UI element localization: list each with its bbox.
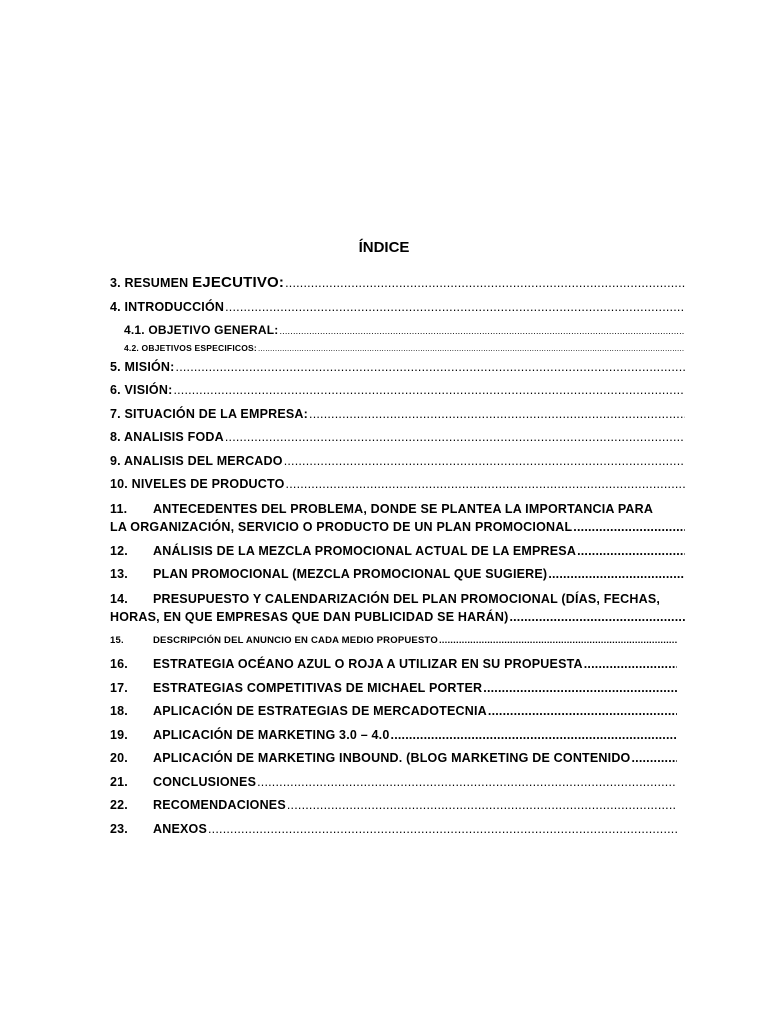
dot-leader bbox=[285, 275, 685, 291]
toc-entry-number: 19. bbox=[110, 727, 128, 742]
toc-entry-number: 13. bbox=[110, 567, 128, 581]
dot-leader bbox=[284, 453, 685, 469]
toc-entry-4-2 bbox=[110, 340, 685, 359]
page-title: ÍNDICE bbox=[358, 239, 410, 256]
toc-entry-3 bbox=[110, 275, 685, 299]
toc-entry-label: 4.2. OBJETIVOS ESPECIFICOS: bbox=[124, 342, 257, 353]
toc-entry-13 bbox=[110, 566, 685, 590]
dot-leader bbox=[488, 703, 677, 719]
toc-entry-label: ESTRATEGIAS COMPETITIVAS DE MICHAEL PORTER bbox=[153, 680, 483, 695]
toc-entry-18 bbox=[110, 703, 677, 727]
toc-entry-20 bbox=[110, 750, 677, 774]
toc-entry-label: ANEXOS bbox=[153, 821, 207, 836]
toc-entry-line1: 11. ANTECEDENTES DEL PROBLEMA, DONDE SE PLANTEA LA IMPORTANCIA PARA bbox=[110, 501, 654, 516]
toc-entry-label: 8. ANALISIS FODA bbox=[110, 430, 224, 444]
dot-leader bbox=[279, 322, 685, 339]
dot-leader bbox=[309, 406, 685, 422]
toc-entry-number: 22. bbox=[110, 798, 128, 812]
dot-leader bbox=[483, 680, 677, 696]
dot-leader bbox=[208, 821, 677, 837]
toc-entry-label: CONCLUSIONES bbox=[153, 774, 257, 789]
toc-entry-line1: 14. PRESUPUESTO Y CALENDARIZACIÓN DEL PLAN PROMOCIONAL (DÍAS, FECHAS, bbox=[110, 591, 661, 606]
toc-entry-number: 17. bbox=[110, 680, 128, 695]
toc-entry-11 bbox=[110, 500, 685, 536]
toc-entry-label: RECOMENDACIONES bbox=[153, 798, 286, 812]
dot-leader bbox=[439, 633, 677, 649]
toc-entry-number: 18. bbox=[110, 704, 128, 718]
dot-leader bbox=[584, 656, 677, 672]
toc-entry-16 bbox=[110, 656, 677, 680]
toc-entry-6 bbox=[110, 382, 685, 406]
toc-entry-number: 12. bbox=[110, 543, 128, 558]
toc-entry-label: APLICACIÓN DE MARKETING 3.0 – 4.0 bbox=[153, 727, 390, 742]
dot-leader bbox=[258, 340, 685, 357]
toc-entry-15 bbox=[110, 633, 677, 657]
toc-entry-label: 7. SITUACIÓN DE LA EMPRESA: bbox=[110, 406, 309, 421]
toc-entry-21 bbox=[110, 774, 677, 798]
toc-entry-label: ANÁLISIS DE LA MEZCLA PROMOCIONAL ACTUAL DE LA EMPRESA bbox=[153, 543, 577, 558]
toc-entry-label: PLAN PROMOCIONAL (MEZCLA PROMOCIONAL QUE SUGIERE) bbox=[153, 567, 548, 581]
toc-entry-number: 15. bbox=[110, 634, 124, 646]
toc-entry-22 bbox=[110, 797, 677, 821]
dot-leader bbox=[509, 608, 685, 626]
toc-entry-17 bbox=[110, 680, 677, 704]
toc-entry-label: 9. ANALISIS DEL MERCADO bbox=[110, 453, 283, 468]
toc-entry-5 bbox=[110, 359, 685, 383]
toc-entry-19 bbox=[110, 727, 677, 751]
toc-entry-label: DESCRIPCIÓN DEL ANUNCIO EN CADA MEDIO PROPUESTO bbox=[153, 634, 438, 646]
toc-entry-number: 23. bbox=[110, 821, 128, 836]
toc-entry-10 bbox=[110, 476, 685, 500]
toc-entry-label: 6. VISIÓN: bbox=[110, 383, 173, 397]
dot-leader bbox=[287, 797, 677, 813]
table-of-contents bbox=[110, 275, 685, 844]
toc-entry-number: 16. bbox=[110, 657, 128, 671]
dot-leader bbox=[173, 382, 685, 398]
dot-leader bbox=[631, 750, 677, 766]
dot-leader bbox=[391, 727, 677, 743]
dot-leader bbox=[225, 429, 685, 445]
toc-entry-line2: LA ORGANIZACIÓN, SERVICIO O PRODUCTO DE UN PLAN PROMOCIONAL ..... bbox=[110, 518, 685, 536]
dot-leader bbox=[286, 476, 685, 492]
toc-entry-label: ESTRATEGIA OCÉANO AZUL O ROJA A UTILIZAR EN SU PROPUESTA bbox=[153, 657, 583, 671]
toc-entry-label: 5. MISIÓN: bbox=[110, 359, 175, 374]
dot-leader bbox=[548, 566, 685, 582]
toc-entry-9 bbox=[110, 453, 685, 477]
toc-entry-4 bbox=[110, 299, 685, 323]
dot-leader bbox=[573, 518, 685, 536]
toc-entry-number: 21. bbox=[110, 774, 128, 789]
toc-entry-7 bbox=[110, 406, 685, 430]
toc-entry-12 bbox=[110, 543, 685, 567]
toc-entry-23 bbox=[110, 821, 677, 845]
dot-leader bbox=[577, 543, 685, 559]
dot-leader bbox=[225, 299, 685, 315]
toc-entry-14 bbox=[110, 590, 685, 626]
toc-entry-number: 20. bbox=[110, 751, 128, 765]
toc-entry-label: APLICACIÓN DE ESTRATEGIAS DE MERCADOTECNIA bbox=[153, 704, 487, 718]
dot-leader bbox=[176, 359, 685, 375]
toc-entry-label: 10. NIVELES DE PRODUCTO bbox=[110, 477, 285, 491]
dot-leader bbox=[257, 774, 677, 790]
toc-entry-label: 4. INTRODUCCIÓN bbox=[110, 299, 225, 314]
toc-entry-line2: HORAS, EN QUE EMPRESAS QUE DAN PUBLICIDAD SE HARÁN) ..... bbox=[110, 608, 685, 626]
toc-entry-4-1 bbox=[110, 322, 685, 340]
toc-entry-label: 4.1. OBJETIVO GENERAL: bbox=[124, 323, 279, 337]
toc-entry-label: 3. RESUMEN EJECUTIVO: bbox=[110, 274, 285, 291]
toc-entry-8 bbox=[110, 429, 685, 453]
toc-entry-label: APLICACIÓN DE MARKETING INBOUND. (BLOG MARKETING DE CONTENIDO bbox=[153, 751, 631, 765]
